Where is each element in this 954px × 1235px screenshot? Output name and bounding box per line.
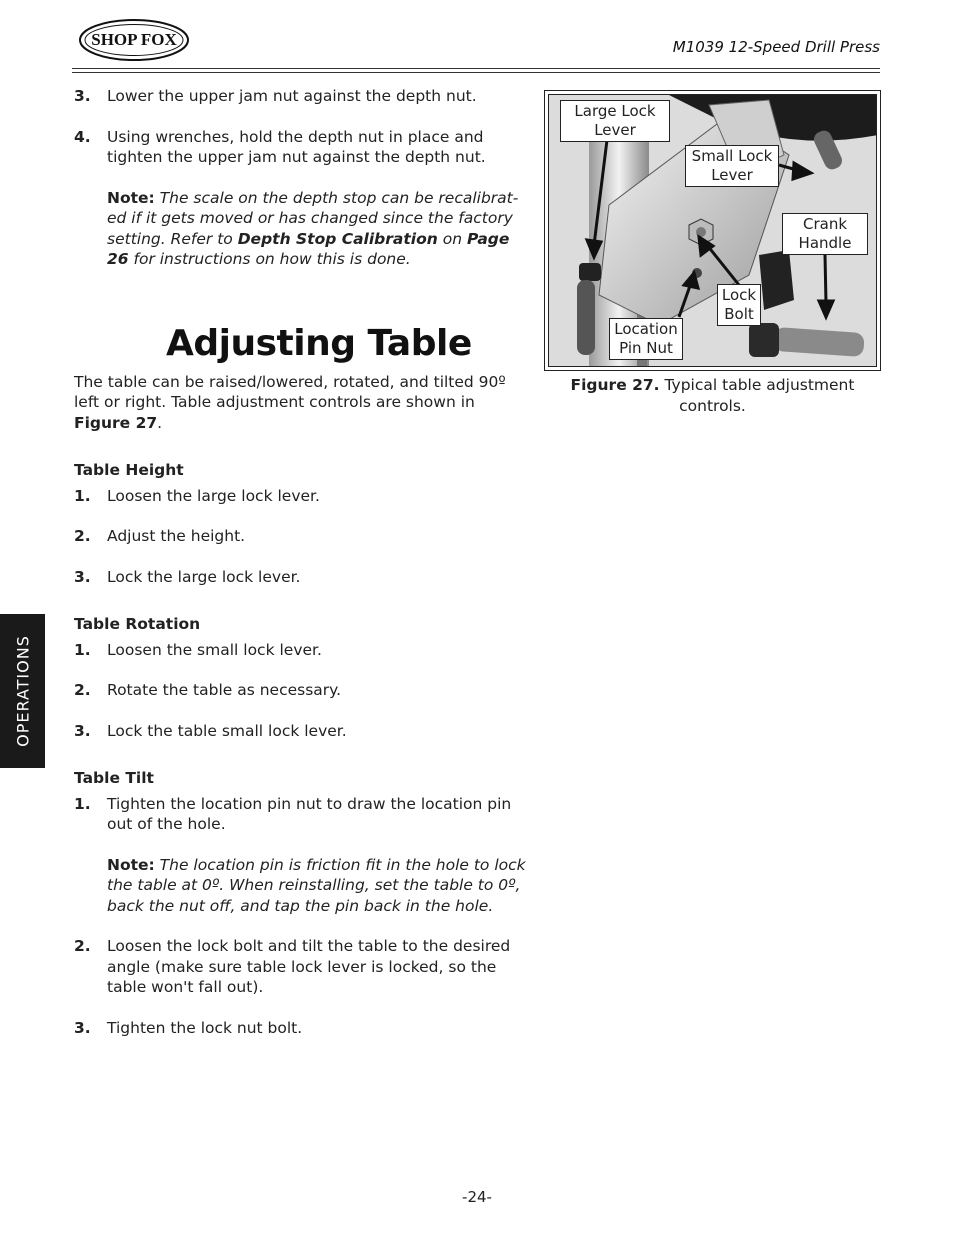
step-text: Using wrenches, hold the depth nut in place and tighten the upper jam nut against the depth nut.	[107, 127, 486, 166]
logo-text: SHOP FOX	[91, 30, 177, 49]
figure-caption: Figure 27. Typical table adjustment controls.	[570, 376, 855, 415]
table-rotation-heading: Table Rotation	[74, 615, 201, 633]
header-rule	[72, 68, 880, 73]
step-number: 4.	[74, 127, 91, 146]
location-pin-note: Note: The location pin is friction fit in the hole to lock the table at 0º. When reinstalling, set the table to 0º, back the nut off, and tap the pin back in the hole.	[107, 855, 526, 915]
section-title: Adjusting Table	[166, 322, 472, 364]
step-text: Lower the upper jam nut against the depth nut.	[107, 87, 477, 105]
list-item: 1. Loosen the large lock lever.	[74, 486, 320, 505]
intro-step-4	[74, 127, 526, 168]
link-page-26: Page 26	[107, 229, 510, 268]
callout-crank-handle: Crank Handle	[782, 213, 868, 255]
document-title: M1039 12-Speed Drill Press	[672, 38, 880, 56]
callout-lock-bolt: Lock Bolt	[717, 284, 761, 326]
depth-stop-note: Note: The scale on the depth stop can be recalibrat-ed if it gets moved or has changed since the factory setting. Refer to Depth Stop Calibration on Page 26 for instructions on how this is done.	[107, 188, 519, 268]
operations-side-tab	[0, 614, 45, 768]
link-depth-stop-calibration: Depth Stop Calibration	[237, 229, 438, 248]
list-item: 2. Loosen the lock bolt and tilt the table to the desired angle (make sure table lock lever is locked, so the table won't fall out).	[74, 937, 511, 996]
section-intro: The table can be raised/lowered, rotated, and tilted 90º left or right. Table adjustment controls are shown in Figure 27.	[74, 372, 506, 432]
figure-reference: Figure 27	[74, 413, 158, 432]
callout-large-lock-lever: Large Lock Lever	[560, 100, 670, 142]
callout-location-pin-nut: Location Pin Nut	[609, 318, 683, 360]
list-item: 3. Lock the large lock lever.	[74, 567, 301, 586]
figure-photo	[548, 94, 877, 367]
note-label: Note:	[107, 188, 155, 207]
note-label: Note:	[107, 855, 155, 874]
list-item: 1. Loosen the small lock lever.	[74, 640, 322, 659]
intro-step-3	[74, 86, 526, 107]
list-item: 2. Adjust the height.	[74, 527, 246, 545]
list-item: 3. Lock the table small lock lever.	[74, 721, 347, 740]
table-height-heading: Table Height	[74, 461, 184, 479]
page-number: -24-	[462, 1188, 492, 1206]
step-number: 3.	[74, 87, 91, 105]
main-column	[74, 86, 526, 1038]
list-item: 3. Tighten the lock nut bolt.	[74, 1018, 303, 1037]
figure-27	[544, 90, 881, 371]
figure-label: Figure 27.	[570, 376, 660, 394]
table-tilt-heading: Table Tilt	[74, 769, 154, 787]
list-item: 2. Rotate the table as necessary.	[74, 681, 342, 699]
list-item: 1. Tighten the location pin nut to draw the location pin out of the hole.	[74, 794, 512, 833]
callout-small-lock-lever: Small Lock Lever	[685, 145, 779, 187]
shop-fox-logo	[78, 18, 190, 62]
side-tab-label: OPERATIONS	[13, 635, 32, 747]
